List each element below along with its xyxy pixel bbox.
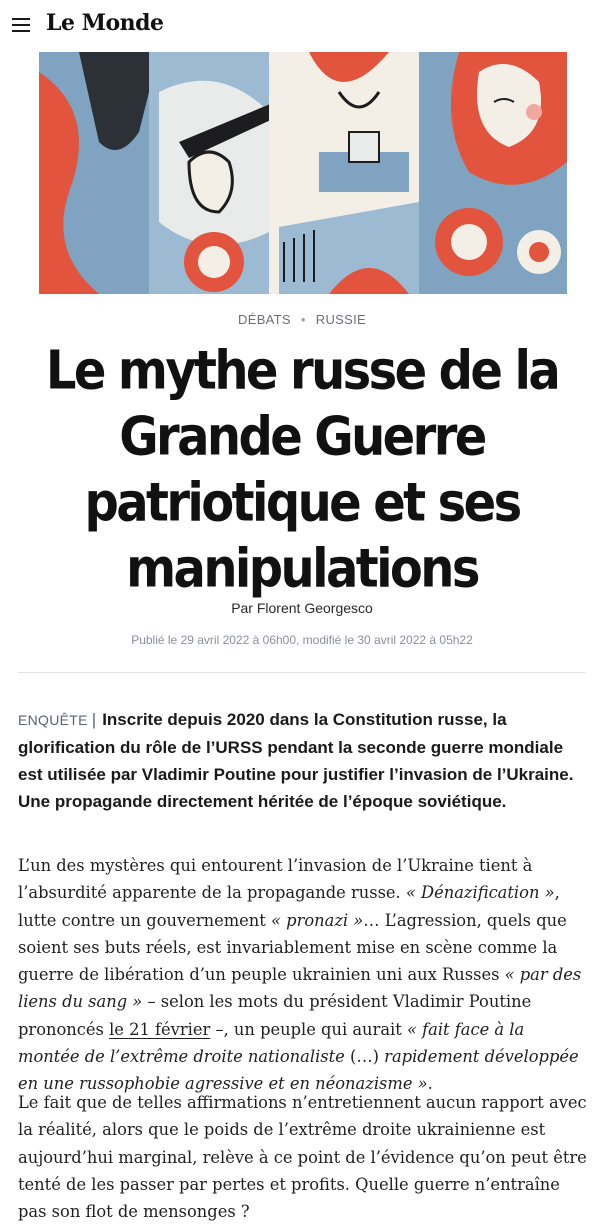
p1-quote-1: « Dénazification » xyxy=(405,883,555,903)
rubric-tag-link[interactable]: RUSSIE xyxy=(315,312,366,327)
author-byline xyxy=(0,600,604,616)
paragraph-1 xyxy=(18,852,588,1098)
p1-text-4: – selon les mots du président Vladimir Poutine prononcés xyxy=(18,992,532,1039)
p1-quote-3: « par des liens du sang » xyxy=(18,965,582,1012)
p1-quote-5: rapidement développée en une russophobie agressive et en néonazisme » xyxy=(18,1047,579,1094)
rubric-section-link[interactable]: DÉBATS xyxy=(238,312,291,327)
publication-dates: Publié le 29 avril 2022 à 06h00, modifié le 30 avril 2022 à 05h22 xyxy=(131,633,473,647)
p1-text-5: –, un peuple qui aurait xyxy=(210,1019,407,1039)
kicker-separator: | xyxy=(91,710,97,729)
p1-text-6: (…) xyxy=(350,1047,379,1067)
lead-text: Inscrite depuis 2020 dans la Constitution russe, la glorification du rôle de l’URSS pendant la seconde guerre mondiale est utilisée par Vladimir Poutine pour justifier l’invasion de l’Ukraine. Une propagande directement héritée de l’époque soviétique. xyxy=(18,710,574,811)
kicker-label: ENQUÊTE xyxy=(18,712,88,728)
top-bar xyxy=(0,0,604,52)
p1-text-1: L’un des mystères qui entourent l’invasion de l’Ukraine tient à l’absurdité apparente de la propagande russe. xyxy=(18,856,533,903)
hero-illustration xyxy=(39,52,567,294)
speech-date-link[interactable]: le 21 février xyxy=(109,1019,211,1039)
article-lead xyxy=(18,706,588,815)
p1-quote-4: « fait face à la montée de l’extrême droite nationaliste xyxy=(18,1019,525,1067)
p1-text-7: . xyxy=(427,1074,433,1094)
p1-quote-2: « pronazi » xyxy=(271,910,364,930)
rubric-separator: • xyxy=(300,312,306,327)
article-title: Le mythe russe de la Grande Guerre patriotique et ses manipulations xyxy=(45,339,559,601)
author-link[interactable]: Par Florent Georgesco xyxy=(231,600,373,616)
rubric xyxy=(0,312,604,327)
p1-text-3: … L’agression, quels que soient ses buts réels, est invariablement mise en scène comme la guerre de libération d’un peuple ukrainien uni aux Russes xyxy=(18,910,567,985)
divider xyxy=(18,672,586,673)
paragraph-2: Le fait que de telles affirmations n’entretiennent aucun rapport avec la réalité, alors que le poids de l’extrême droite ukrainienne est aujourd’hui marginal, relève à ce point de l’évidence qu’on peut être tenté de les passer par pertes et profits. Quelle guerre n’entraîne pas son flot de mensonges ? xyxy=(18,1093,587,1222)
hamburger-menu-icon[interactable] xyxy=(12,18,30,32)
illustration-image xyxy=(39,52,567,294)
p1-text-2: , lutte contre un gouvernement xyxy=(18,883,560,930)
le-monde-logo[interactable]: Le Monde xyxy=(46,10,164,36)
